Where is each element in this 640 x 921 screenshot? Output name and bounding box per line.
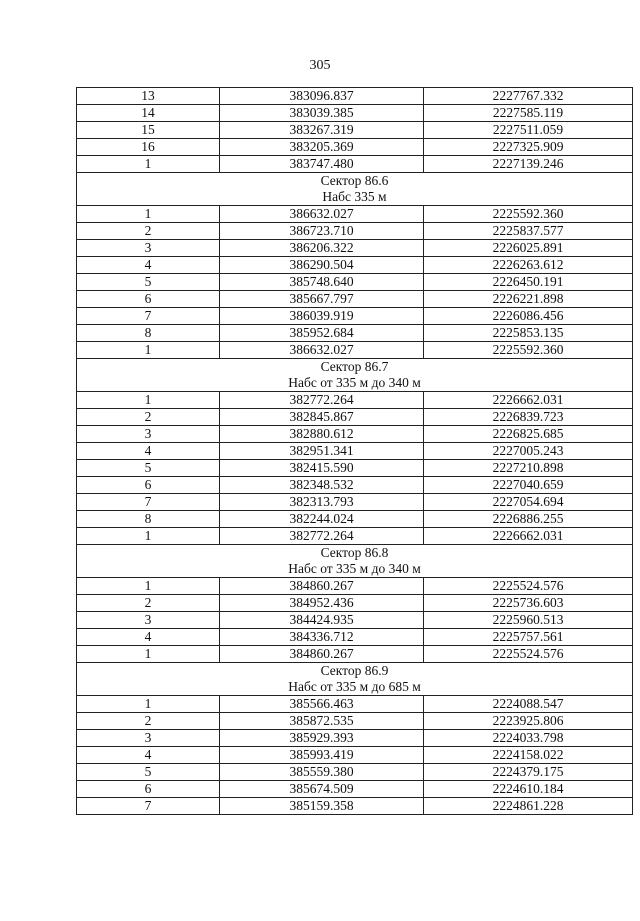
sector-title: Сектор 86.7 (77, 359, 633, 376)
x-coordinate-cell: 382244.024 (220, 511, 424, 528)
table-row (77, 730, 633, 747)
point-number-cell: 3 (77, 426, 220, 443)
point-number-cell: 1 (77, 156, 220, 173)
sector-elevation: Набс 335 м (77, 189, 633, 206)
y-coordinate-cell: 2227054.694 (424, 494, 633, 511)
x-coordinate-cell: 382415.590 (220, 460, 424, 477)
x-coordinate-cell: 384336.712 (220, 629, 424, 646)
point-number-cell: 5 (77, 274, 220, 291)
y-coordinate-cell: 2224379.175 (424, 764, 633, 781)
point-number-cell: 8 (77, 325, 220, 342)
y-coordinate-cell: 2225592.360 (424, 342, 633, 359)
x-coordinate-cell: 385674.509 (220, 781, 424, 798)
point-number-cell: 1 (77, 578, 220, 595)
table-row (77, 325, 633, 342)
y-coordinate-cell: 2226839.723 (424, 409, 633, 426)
x-coordinate-cell: 382772.264 (220, 528, 424, 545)
y-coordinate-cell: 2227767.332 (424, 88, 633, 105)
y-coordinate-cell: 2226886.255 (424, 511, 633, 528)
x-coordinate-cell: 383096.837 (220, 88, 424, 105)
y-coordinate-cell: 2225736.603 (424, 595, 633, 612)
x-coordinate-cell: 384860.267 (220, 578, 424, 595)
table-row (77, 274, 633, 291)
table-row (77, 342, 633, 359)
table-row (77, 88, 633, 105)
x-coordinate-cell: 383205.369 (220, 139, 424, 156)
table-row (77, 308, 633, 325)
table-row (77, 206, 633, 223)
table-row (77, 578, 633, 595)
x-coordinate-cell: 385559.380 (220, 764, 424, 781)
y-coordinate-cell: 2225837.577 (424, 223, 633, 240)
x-coordinate-cell: 385929.393 (220, 730, 424, 747)
y-coordinate-cell: 2226662.031 (424, 392, 633, 409)
sector-subtitle-row (77, 679, 633, 696)
x-coordinate-cell: 383039.385 (220, 105, 424, 122)
x-coordinate-cell: 383267.319 (220, 122, 424, 139)
sector-title-row (77, 173, 633, 190)
sector-subtitle-row (77, 561, 633, 578)
y-coordinate-cell: 2225592.360 (424, 206, 633, 223)
y-coordinate-cell: 2224610.184 (424, 781, 633, 798)
point-number-cell: 1 (77, 646, 220, 663)
x-coordinate-cell: 385952.684 (220, 325, 424, 342)
table-row (77, 798, 633, 815)
y-coordinate-cell: 2225853.135 (424, 325, 633, 342)
x-coordinate-cell: 382845.867 (220, 409, 424, 426)
point-number-cell: 15 (77, 122, 220, 139)
x-coordinate-cell: 382313.793 (220, 494, 424, 511)
sector-elevation: Набс от 335 м до 685 м (77, 679, 633, 696)
page-number: 305 (309, 58, 331, 73)
x-coordinate-cell: 385667.797 (220, 291, 424, 308)
y-coordinate-cell: 2223925.806 (424, 713, 633, 730)
table-row (77, 460, 633, 477)
y-coordinate-cell: 2227210.898 (424, 460, 633, 477)
y-coordinate-cell: 2227040.659 (424, 477, 633, 494)
table-row (77, 105, 633, 122)
point-number-cell: 2 (77, 409, 220, 426)
x-coordinate-cell: 382880.612 (220, 426, 424, 443)
table-row (77, 477, 633, 494)
y-coordinate-cell: 2224158.022 (424, 747, 633, 764)
point-number-cell: 6 (77, 781, 220, 798)
x-coordinate-cell: 386632.027 (220, 206, 424, 223)
x-coordinate-cell: 385993.419 (220, 747, 424, 764)
table-row (77, 443, 633, 460)
sector-elevation: Набс от 335 м до 340 м (77, 375, 633, 392)
point-number-cell: 3 (77, 240, 220, 257)
y-coordinate-cell: 2226450.191 (424, 274, 633, 291)
table-row (77, 392, 633, 409)
y-coordinate-cell: 2226263.612 (424, 257, 633, 274)
x-coordinate-cell: 386632.027 (220, 342, 424, 359)
coordinates-table (76, 87, 633, 815)
table-row (77, 122, 633, 139)
table-row (77, 747, 633, 764)
point-number-cell: 3 (77, 612, 220, 629)
y-coordinate-cell: 2227325.909 (424, 139, 633, 156)
point-number-cell: 5 (77, 764, 220, 781)
point-number-cell: 1 (77, 392, 220, 409)
point-number-cell: 6 (77, 291, 220, 308)
sector-title: Сектор 86.6 (77, 173, 633, 190)
point-number-cell: 4 (77, 443, 220, 460)
x-coordinate-cell: 384424.935 (220, 612, 424, 629)
y-coordinate-cell: 2226662.031 (424, 528, 633, 545)
table-row (77, 291, 633, 308)
point-number-cell: 2 (77, 713, 220, 730)
table-row (77, 257, 633, 274)
point-number-cell: 4 (77, 747, 220, 764)
table-row (77, 426, 633, 443)
table-row (77, 240, 633, 257)
y-coordinate-cell: 2224033.798 (424, 730, 633, 747)
x-coordinate-cell: 385566.463 (220, 696, 424, 713)
table-row (77, 139, 633, 156)
point-number-cell: 7 (77, 494, 220, 511)
x-coordinate-cell: 382348.532 (220, 477, 424, 494)
x-coordinate-cell: 385159.358 (220, 798, 424, 815)
table-row (77, 629, 633, 646)
point-number-cell: 1 (77, 528, 220, 545)
table-row (77, 528, 633, 545)
x-coordinate-cell: 385872.535 (220, 713, 424, 730)
table-row (77, 511, 633, 528)
point-number-cell: 4 (77, 629, 220, 646)
table-row (77, 781, 633, 798)
coordinates-table-body (77, 88, 633, 815)
y-coordinate-cell: 2227585.119 (424, 105, 633, 122)
point-number-cell: 2 (77, 223, 220, 240)
y-coordinate-cell: 2227511.059 (424, 122, 633, 139)
x-coordinate-cell: 385748.640 (220, 274, 424, 291)
table-row (77, 494, 633, 511)
x-coordinate-cell: 384860.267 (220, 646, 424, 663)
table-row (77, 223, 633, 240)
x-coordinate-cell: 386039.919 (220, 308, 424, 325)
point-number-cell: 13 (77, 88, 220, 105)
sector-title-row (77, 545, 633, 562)
sector-title-row (77, 663, 633, 680)
sector-title: Сектор 86.9 (77, 663, 633, 680)
y-coordinate-cell: 2226025.891 (424, 240, 633, 257)
point-number-cell: 1 (77, 342, 220, 359)
y-coordinate-cell: 2225757.561 (424, 629, 633, 646)
point-number-cell: 8 (77, 511, 220, 528)
y-coordinate-cell: 2226221.898 (424, 291, 633, 308)
y-coordinate-cell: 2227139.246 (424, 156, 633, 173)
x-coordinate-cell: 386290.504 (220, 257, 424, 274)
table-row (77, 156, 633, 173)
x-coordinate-cell: 384952.436 (220, 595, 424, 612)
point-number-cell: 7 (77, 798, 220, 815)
point-number-cell: 5 (77, 460, 220, 477)
table-row (77, 764, 633, 781)
y-coordinate-cell: 2225524.576 (424, 646, 633, 663)
table-row (77, 696, 633, 713)
point-number-cell: 2 (77, 595, 220, 612)
point-number-cell: 1 (77, 696, 220, 713)
point-number-cell: 6 (77, 477, 220, 494)
point-number-cell: 14 (77, 105, 220, 122)
y-coordinate-cell: 2225524.576 (424, 578, 633, 595)
point-number-cell: 1 (77, 206, 220, 223)
point-number-cell: 16 (77, 139, 220, 156)
y-coordinate-cell: 2224088.547 (424, 696, 633, 713)
table-row (77, 713, 633, 730)
x-coordinate-cell: 386723.710 (220, 223, 424, 240)
sector-subtitle-row (77, 375, 633, 392)
table-row (77, 409, 633, 426)
x-coordinate-cell: 382951.341 (220, 443, 424, 460)
y-coordinate-cell: 2224861.228 (424, 798, 633, 815)
sector-title: Сектор 86.8 (77, 545, 633, 562)
sector-subtitle-row (77, 189, 633, 206)
x-coordinate-cell: 386206.322 (220, 240, 424, 257)
x-coordinate-cell: 382772.264 (220, 392, 424, 409)
point-number-cell: 3 (77, 730, 220, 747)
sector-elevation: Набс от 335 м до 340 м (77, 561, 633, 578)
y-coordinate-cell: 2225960.513 (424, 612, 633, 629)
y-coordinate-cell: 2227005.243 (424, 443, 633, 460)
table-row (77, 595, 633, 612)
point-number-cell: 7 (77, 308, 220, 325)
y-coordinate-cell: 2226086.456 (424, 308, 633, 325)
sector-title-row (77, 359, 633, 376)
x-coordinate-cell: 383747.480 (220, 156, 424, 173)
point-number-cell: 4 (77, 257, 220, 274)
table-row (77, 612, 633, 629)
y-coordinate-cell: 2226825.685 (424, 426, 633, 443)
table-row (77, 646, 633, 663)
